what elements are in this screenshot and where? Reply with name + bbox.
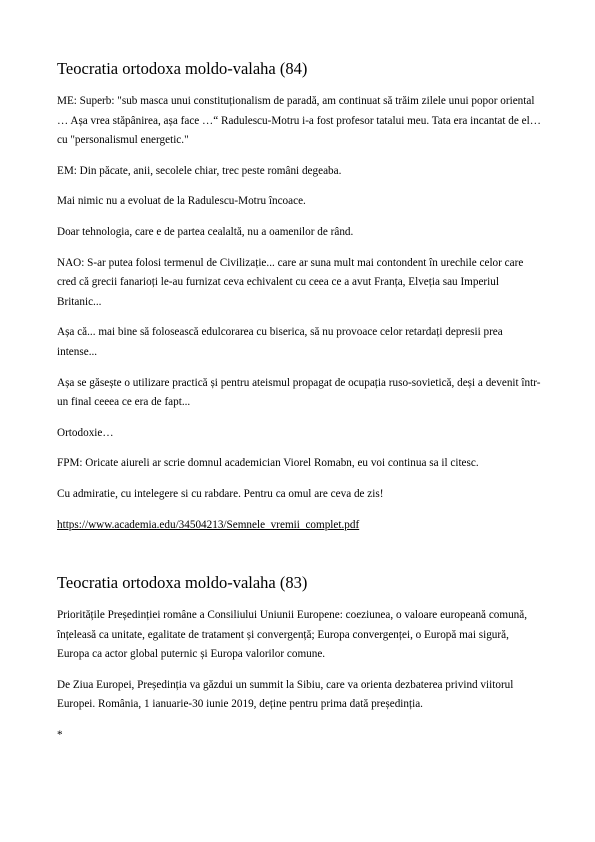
paragraph: FPM: Oricate aiureli ar scrie domnul academician Viorel Romabn, eu voi continua sa il citesc. — [57, 457, 479, 470]
paragraph: ME: Superb: "sub masca unui constituționalism de paradă, am continuat să trăim zilele unui popor oriental … Așa vrea stăpânirea, așa face …“ Radulescu-Motru i-a fost profesor tatalui meu. Tata era incantat de el… cu "personalismul energetic." — [57, 95, 541, 147]
post-body — [57, 606, 543, 757]
paragraph: Mai nimic nu a evoluat de la Radulescu-Motru încoace. — [57, 195, 306, 208]
paragraph: Doar tehnologia, care e de partea cealaltă, nu a oamenilor de rând. — [57, 225, 354, 238]
paragraph: De Ziua Europei, Președinția va găzdui un summit la Sibiu, care va orienta dezbaterea privind viitorul Europei. România, 1 ianuarie-30 iunie 2019, deține pentru prima dată președinția. — [57, 678, 514, 711]
paragraph: NAO: S-ar putea folosi termenul de Civilizație... care ar suna mult mai contondent în urechile celor care cred că grecii fanarioți le-au furnizat ceva echivalent cu ceea ce a avut Franța, Elveția sau Imperiul Britanic... — [57, 256, 524, 308]
academia-pdf-link[interactable]: https://www.academia.edu/34504213/Semnele_vremii_complet.pdf — [57, 518, 360, 531]
separator-asterisk: * — [57, 728, 63, 741]
post-title: Teocratia ortodoxa moldo-valaha (83) — [57, 573, 308, 592]
link-paragraph — [57, 516, 543, 536]
paragraph: Așa se găsește o utilizare practică și pentru ateismul propagat de ocupația ruso-sovietică, deși a devenit într-un final ceeea ce era de fapt... — [57, 376, 541, 409]
paragraph: EM: Din păcate, anii, secolele chiar, trec peste români degeaba. — [57, 164, 342, 177]
paragraph: Cu admiratie, cu intelegere si cu rabdare. Pentru ca omul are ceva de zis! — [57, 487, 384, 500]
paragraph: Ortodoxie… — [57, 426, 114, 439]
paragraph: Așa că... mai bine să folosească edulcorarea cu biserica, să nu provoace celor retardați depresii prea intense... — [57, 326, 503, 358]
post-body — [57, 92, 543, 546]
paragraph: Prioritățile Președinției române a Consiliului Uniunii Europene: coeziunea, o valoare europeană comună, înțeleasă ca unitate, egalitate de tratament și convergență; Europa convergenței, o Europă mai sigură, Europa ca actor global puternic și Europa valorilor comune. — [57, 609, 528, 661]
post-title: Teocratia ortodoxa moldo-valaha (84) — [57, 59, 308, 78]
